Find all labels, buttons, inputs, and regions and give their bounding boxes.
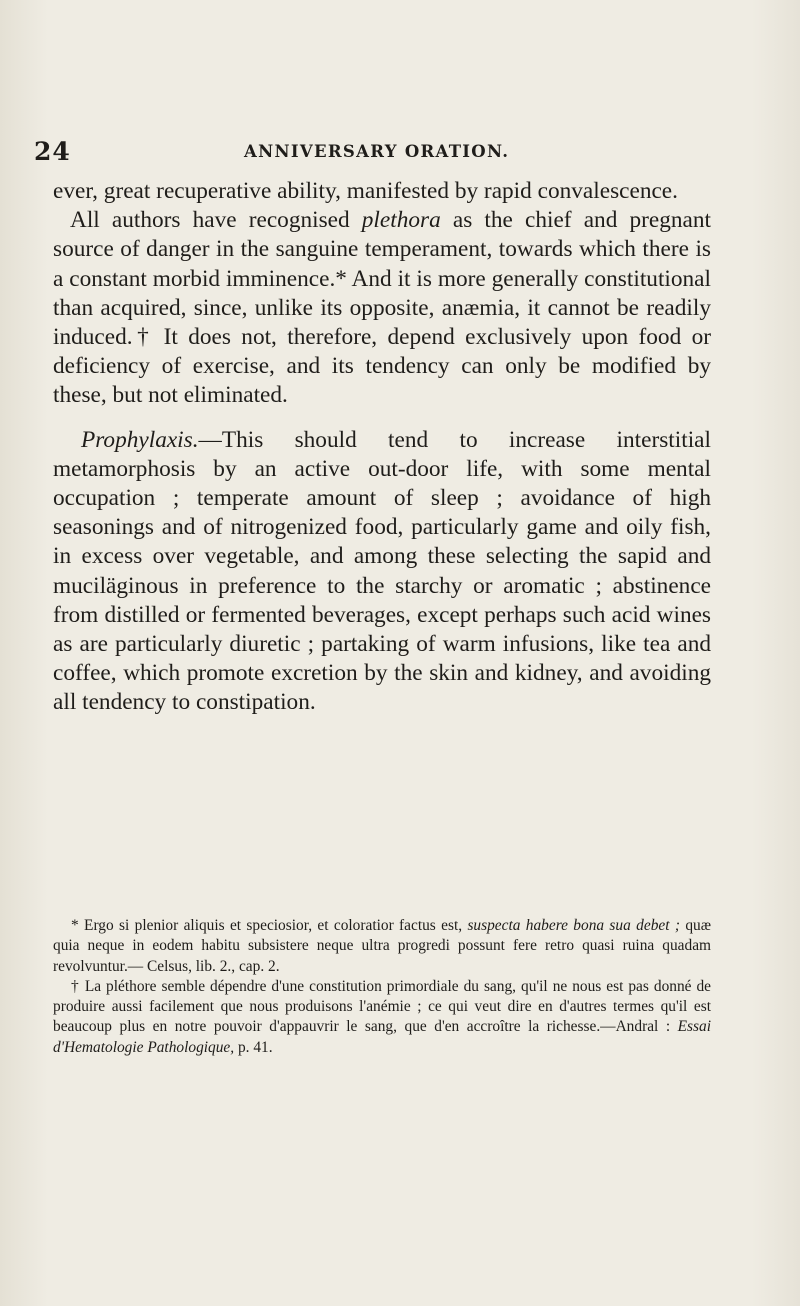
main-text bbox=[53, 177, 711, 718]
footnote-celsus-body: quæ quia neque in eodem habitu subsistere neque ultra progredi possunt fere retro quasi ruina quadam revolvuntur.— Celsus, lib. 2., cap. 2. bbox=[53, 917, 711, 975]
footnote-celsus-emphasis: suspecta habere bona sua debet ; bbox=[467, 917, 680, 934]
paragraph-continuation bbox=[53, 177, 711, 206]
heading-prophylaxis: Prophylaxis. bbox=[81, 426, 199, 453]
page-number: 24 bbox=[34, 137, 71, 166]
paragraph-prophylaxis-body: —This should tend to increase interstitial metamorphosis by an active out-door life, with some mental occupation ; temperate amount of sleep ; avoidance of high seasonings and of nitrogenized food, particularly game and oily fish, in excess over vegetable, and among these selecting the sapid and muciläginous in preference to the starchy or aromatic ; abstinence from distilled or fermented beverages, except perhaps such acid wines as are particularly diuretic ; partaking of warm infusions, like tea and coffee, which promote excretion by the skin and kidney, and avoiding all tendency to constipation. bbox=[53, 426, 711, 716]
emphasis-plethora: plethora bbox=[361, 207, 441, 234]
paragraph-plethora-body: as the chief and pregnant source of danger in the sanguine temperament, towards which there is a constant morbid imminence.* And it is more generally constitutional than acquired, since, unlike its opposite, anæmia, it cannot be readily induced.† It does not, therefore, depend exclusively upon food or deficiency of exercise, and its tendency can only be modified by these, but not eliminated. bbox=[53, 207, 711, 409]
running-head: ANNIVERSARY ORATION. bbox=[244, 142, 510, 161]
page-header bbox=[0, 137, 800, 167]
footnote-celsus bbox=[53, 916, 711, 977]
paragraph-plethora-lead: All authors have recognised bbox=[70, 207, 362, 234]
paragraph-plethora bbox=[53, 206, 711, 410]
paragraph-prophylaxis bbox=[53, 426, 711, 718]
footnote-andral-page: p. 41. bbox=[234, 1038, 273, 1056]
footnote-andral bbox=[53, 977, 711, 1058]
footnote-andral-lead: † La pléthore semble dépendre d'une constitution primordiale du sang, qu'il ne nous est pas donné de produire aussi facilement que nous produisons l'anémie ; ce qui veut dire en d'autres termes qu'il est beaucoup plus en notre pouvoir d'appauvrir le sang, que d'en accroître la richesse.—Andral : bbox=[53, 977, 711, 1036]
footnote-andral-title: Essai d'Hematologie Pathologique, bbox=[53, 1018, 711, 1056]
footnote-celsus-lead: * Ergo si plenior aliquis et speciosior, et coloratior factus est, bbox=[71, 917, 468, 934]
footnotes bbox=[53, 916, 711, 1058]
paragraph-continuation-text: ever, great recuperative ability, manifested by rapid convalescence. bbox=[53, 178, 678, 204]
